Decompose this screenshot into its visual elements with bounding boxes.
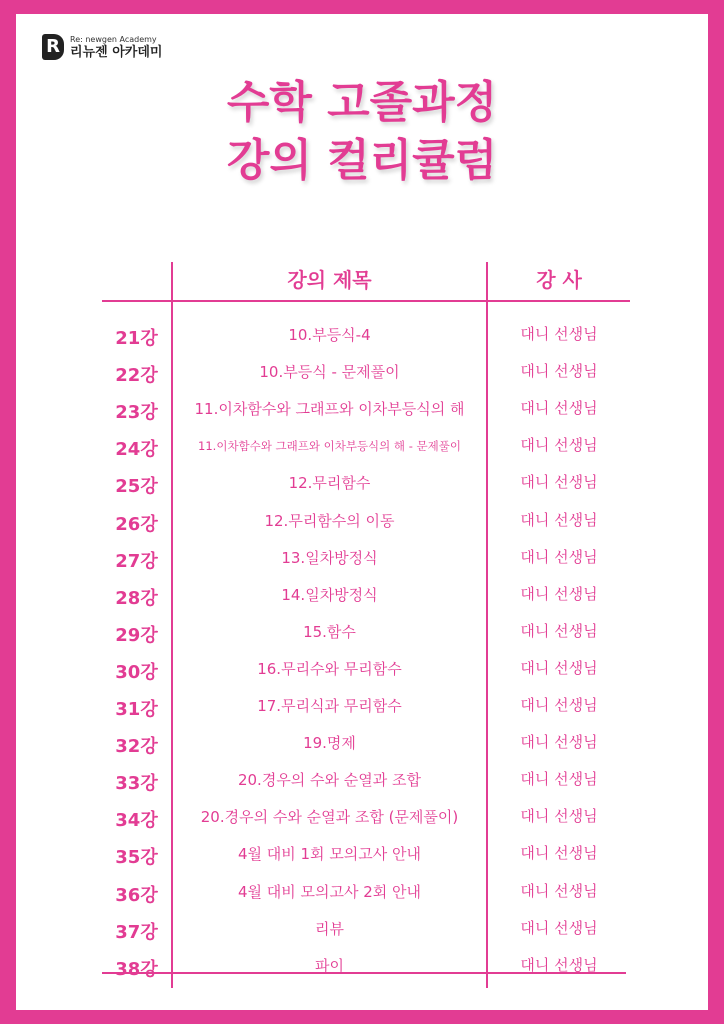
lecture-number: 28강 <box>115 587 158 609</box>
table-row <box>102 357 630 394</box>
lecture-teacher: 대니 선생님 <box>520 918 598 937</box>
lecture-number: 36강 <box>115 884 158 906</box>
lecture-teacher: 대니 선생님 <box>520 436 598 455</box>
lecture-number: 27강 <box>115 550 158 572</box>
table-row <box>102 765 630 802</box>
lecture-title: 12.무리함수 <box>288 474 371 493</box>
lecture-title: 13.일차방정식 <box>281 548 378 567</box>
lecture-teacher: 대니 선생님 <box>520 510 598 529</box>
lecture-title: 16.무리수와 무리함수 <box>257 659 402 678</box>
logo-name: 리뉴젠 아카데미 <box>70 44 163 60</box>
lecture-title: 20.경우의 수와 순열과 조합 <box>237 771 422 790</box>
lecture-teacher: 대니 선생님 <box>520 547 598 566</box>
lecture-title: 10.부등식-4 <box>288 326 371 344</box>
lecture-number: 35강 <box>115 847 158 869</box>
page-title-line1: 수학 고졸과정 <box>226 77 498 128</box>
lecture-teacher: 대니 선생님 <box>520 399 598 418</box>
lecture-number: 31강 <box>115 699 158 720</box>
poster <box>16 14 708 1010</box>
lecture-teacher: 대니 선생님 <box>520 844 598 863</box>
lecture-teacher: 대니 선생님 <box>520 696 598 714</box>
logo-r-icon: R <box>42 34 64 60</box>
table-row <box>102 728 630 765</box>
lecture-title: 11.이차함수와 그래프와 이차부등식의 해 <box>194 400 465 419</box>
lecture-title: 4월 대비 1회 모의고사 안내 <box>237 845 422 864</box>
table-row <box>102 431 630 468</box>
table-row <box>102 468 630 505</box>
lecture-teacher: 대니 선생님 <box>520 881 598 900</box>
lecture-teacher: 대니 선생님 <box>520 733 598 752</box>
table-row <box>102 654 630 691</box>
lecture-number: 23강 <box>115 402 158 424</box>
table-row <box>102 839 630 876</box>
lecture-teacher: 대니 선생님 <box>520 807 598 826</box>
lecture-title: 20.경우의 수와 순열과 조합 (문제풀이) <box>200 808 459 827</box>
lecture-teacher: 대니 선생님 <box>520 955 598 974</box>
lecture-teacher: 대니 선생님 <box>520 770 598 789</box>
lecture-number: 25강 <box>115 476 158 498</box>
lecture-title: 11.이차함수와 그래프와 이차부등식의 해 - 문제풀이 <box>198 439 461 454</box>
lecture-title: 17.무리식과 무리함수 <box>257 697 402 715</box>
lecture-teacher: 대니 선생님 <box>520 621 598 640</box>
lecture-title: 14.일차방정식 <box>281 585 378 604</box>
lecture-teacher: 대니 선생님 <box>520 658 598 677</box>
table-row <box>102 394 630 431</box>
logo-subtitle: Re: newgen Academy <box>70 34 157 44</box>
lecture-title: 19.명제 <box>303 734 356 753</box>
page-title-line2: 강의 컬리큘럼 <box>226 135 498 186</box>
lecture-number: 34강 <box>115 810 158 832</box>
lecture-number: 33강 <box>115 773 158 795</box>
table-row <box>102 320 630 357</box>
lecture-title: 4월 대비 모의고사 2회 안내 <box>237 882 422 901</box>
lecture-title: 파이 <box>315 956 344 975</box>
header-divider <box>102 300 630 302</box>
lecture-number: 29강 <box>115 624 158 646</box>
lecture-title: 15.함수 <box>303 622 356 641</box>
lecture-number: 37강 <box>115 921 158 943</box>
lecture-number: 30강 <box>115 661 158 683</box>
lecture-number: 21강 <box>115 328 158 349</box>
table-row <box>102 617 630 654</box>
table-row <box>102 580 630 617</box>
lecture-title: 리뷰 <box>315 919 344 938</box>
lecture-number: 32강 <box>115 736 158 758</box>
academy-logo <box>42 34 162 60</box>
table-row <box>102 506 630 543</box>
lecture-teacher: 대니 선생님 <box>520 325 598 343</box>
lecture-title: 12.무리함수의 이동 <box>264 511 395 530</box>
header-lecture-title: 강의 제목 <box>287 268 372 292</box>
header-teacher: 강 사 <box>536 268 582 292</box>
lecture-number: 26강 <box>115 513 158 535</box>
lecture-number: 24강 <box>115 439 158 461</box>
table-row <box>102 691 630 728</box>
table-row <box>102 914 630 951</box>
lecture-teacher: 대니 선생님 <box>520 473 598 492</box>
lecture-number: 38강 <box>115 958 158 980</box>
table-row <box>102 543 630 580</box>
table-row <box>102 877 630 914</box>
lecture-number: 22강 <box>115 365 158 387</box>
table-row <box>102 802 630 839</box>
lecture-teacher: 대니 선생님 <box>520 362 598 381</box>
lecture-teacher: 대니 선생님 <box>520 584 598 603</box>
table-row <box>102 951 630 988</box>
lecture-title: 10.부등식 - 문제풀이 <box>259 363 400 382</box>
